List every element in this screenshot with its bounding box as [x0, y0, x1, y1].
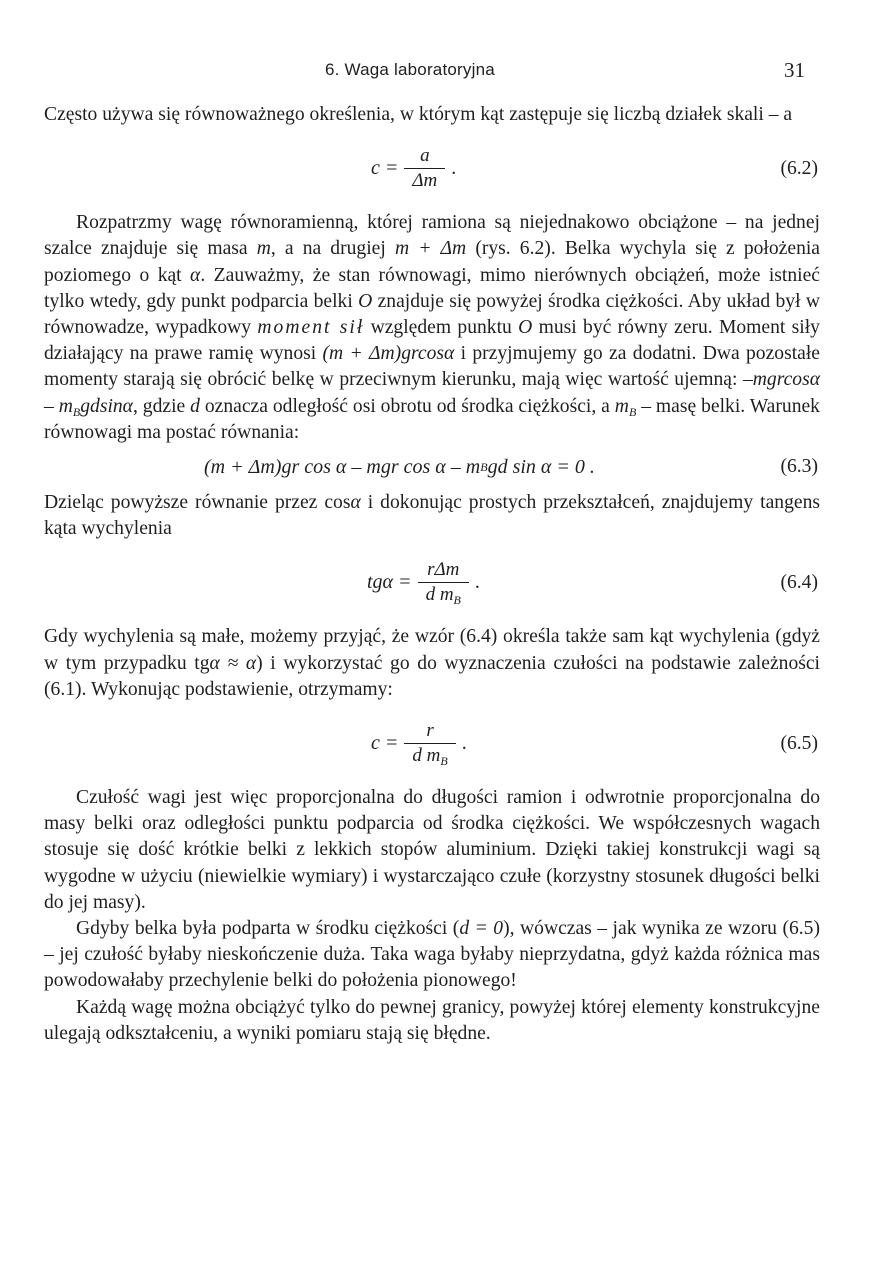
equation-number: (6.3)	[780, 456, 818, 478]
equation-6-5	[44, 713, 820, 773]
equation-6-3	[44, 452, 820, 482]
running-header	[0, 60, 893, 90]
paragraph-moment: Rozpatrzmy wagę równoramienną, której ramiona są niejednakowo obciążone – na jednej szalce znajduje się masa m, a na drugiej m + Δm (rys. 6.2). Belka wychyla się z położenia poziomego o kąt α. Zauważmy, że stan równowagi, mimo nierównych obciążeń, może istnieć tylko wtedy, gdy punkt podparcia belki O znajduje się powyżej środka ciężkości. Aby układ był w równowadze, wypadkowy moment sił względem punktu O musi być równy zeru. Moment siły działający na prawe ramię wynosi (m + Δm)grcosα i przyjmujemy go za dodatni. Dwa pozostałe momenty starają się obrócić belkę w przeciwnym kierunku, mają więc wartość ujemną: $-mgrcos\alpha - m_Bgdsin\alpha$, gdzie d oznacza odległość osi obrotu od środka ciężkości, a $m_B$ – masę belki. Warunek równowagi ma postać równania:	[44, 212, 821, 443]
equation-number: (6.4)	[780, 572, 818, 594]
paragraph-small-angles: Gdy wychylenia są małe, możemy przyjąć, że wzór (6.4) określa także sam kąt wychylenia (gdyż w tym przypadku tgα ≈ α) i wykorzystać go do wyznaczenia czułości na podstawie zależności (6.1). Wykonując podstawienie, otrzymamy:	[44, 626, 821, 700]
page-number: 31	[784, 58, 805, 82]
paragraph-divide: Dzieląc powyższe równanie przez cosα i dokonując prostych przekształceń, znajdujemy tangens kąta wychylenia	[44, 492, 820, 540]
running-title: 6. Waga laboratoryjna	[325, 60, 495, 79]
emphasis-term: moment sił	[257, 317, 365, 339]
fraction: $\frac{r}{d m_B}$	[404, 719, 455, 768]
fraction: $\frac{\text{rΔm}}{d m_B}$	[418, 558, 469, 607]
paragraph-load-limit: Każdą wagę można obciążyć tylko do pewnej granicy, powyżej której elementy konstrukcyjne ulegają odkształceniu, a wyniki pomiaru stają się błędne.	[44, 996, 820, 1044]
equation-6-2	[44, 138, 820, 198]
body-text	[44, 102, 820, 1047]
equation-6-4-expression: tgα = $\frac{\text{rΔm}}{d m_B}$ .	[367, 558, 480, 607]
paragraph-intro: Często używa się równoważnego określenia, w którym kąt zastępuje się liczbą działek skali – a	[44, 104, 793, 125]
equation-number: (6.2)	[780, 158, 818, 180]
paragraph-sensitivity: Czułość wagi jest więc proporcjonalna do długości ramion i odwrotnie proporcjonalna do masy belki oraz odległości punktu podparcia od środka ciężkości. We współczesnych wagach stosuje się dość krótkie belki z lekkich stopów aluminium. Dzięki takiej konstrukcji wagi są wygodne w użyciu (niewielkie wymiary) i wystarczająco czułe (korzystny stosunek długości belki do jej masy).	[44, 787, 820, 913]
fraction: $\frac{a}{\Delta m}$	[404, 144, 445, 193]
equation-6-3-expression: (m + Δm)gr cos α – mgr cos α – m B gd sin α = 0 .	[204, 455, 595, 478]
paragraph-center-of-mass: Gdyby belka była podparta w środku ciężkości (d = 0), wówczas – jak wynika ze wzoru (6.5) – jej czułość byłaby nieskończenie duża. Taka waga byłaby nieprzydatna, gdyż każda różnica mas powodowałaby przechylenie belki do położenia pionowego!	[44, 918, 820, 992]
equation-6-2-expression: c = $\frac{a}{\Delta m}$ .	[371, 144, 457, 191]
equation-number: (6.5)	[780, 733, 818, 755]
equation-6-4	[44, 552, 820, 612]
equation-6-5-expression: c = $\frac{r}{d m_B}$ .	[371, 719, 467, 768]
